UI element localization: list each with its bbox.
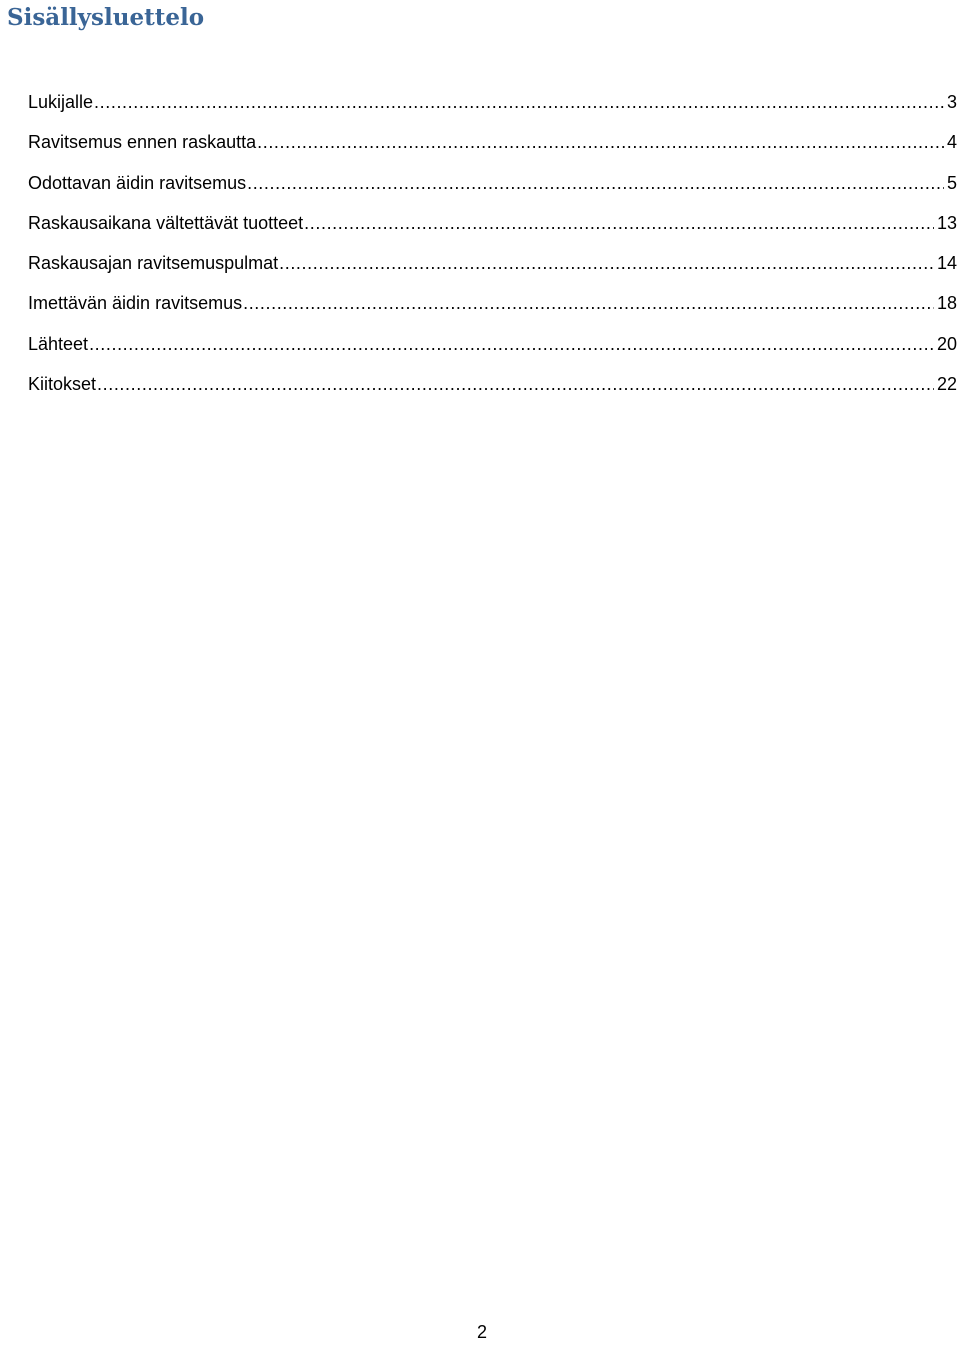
toc-entry-ravitsemus-ennen-raskautta[interactable] xyxy=(28,128,957,168)
toc-entry-title: Raskausaikana vältettävät tuotteet xyxy=(28,212,304,233)
toc-dot-leader xyxy=(97,370,934,398)
toc-entry-page: 4 xyxy=(946,132,957,153)
toc-entry-page: 5 xyxy=(946,172,957,193)
toc-entry-raskausajan-ravitsemuspulmat[interactable] xyxy=(28,249,957,289)
toc-dot-leader xyxy=(94,88,944,116)
toc-entry-title: Lähteet xyxy=(28,333,89,354)
toc-entry-page: 22 xyxy=(936,374,957,395)
toc-entry-page: 20 xyxy=(936,333,957,354)
toc-entry-page: 13 xyxy=(936,212,957,233)
page-title: Sisällysluettelo xyxy=(7,4,205,31)
toc-entry-title: Odottavan äidin ravitsemus xyxy=(28,172,247,193)
toc-entry-odottavan-aidin-ravitsemus[interactable] xyxy=(28,169,957,209)
toc-dot-leader xyxy=(304,209,934,237)
toc-entry-page: 14 xyxy=(936,253,957,274)
toc-entry-imettavan-aidin-ravitsemus[interactable] xyxy=(28,289,957,329)
toc-entry-title: Lukijalle xyxy=(28,92,94,112)
toc-entry-title: Kiitokset xyxy=(28,374,97,395)
toc-entry-title: Imettävän äidin ravitsemus xyxy=(28,293,243,314)
page-number: 2 xyxy=(476,1322,487,1342)
toc-dot-leader xyxy=(243,289,934,317)
toc-entry-page: 18 xyxy=(936,293,957,314)
toc-entry-kiitokset[interactable] xyxy=(28,370,957,410)
table-of-contents xyxy=(28,88,957,410)
toc-dot-leader xyxy=(257,128,944,156)
toc-entry-page: 3 xyxy=(946,92,957,112)
toc-entry-lukijalle[interactable] xyxy=(28,88,957,128)
toc-dot-leader xyxy=(247,169,944,197)
toc-dot-leader xyxy=(89,330,934,358)
toc-entry-raskausaikana-valtettavat-tuotteet[interactable] xyxy=(28,209,957,249)
toc-entry-lahteet[interactable] xyxy=(28,330,957,370)
toc-dot-leader xyxy=(279,249,934,277)
toc-entry-title: Ravitsemus ennen raskautta xyxy=(28,132,257,153)
toc-entry-title: Raskausajan ravitsemuspulmat xyxy=(28,253,279,274)
